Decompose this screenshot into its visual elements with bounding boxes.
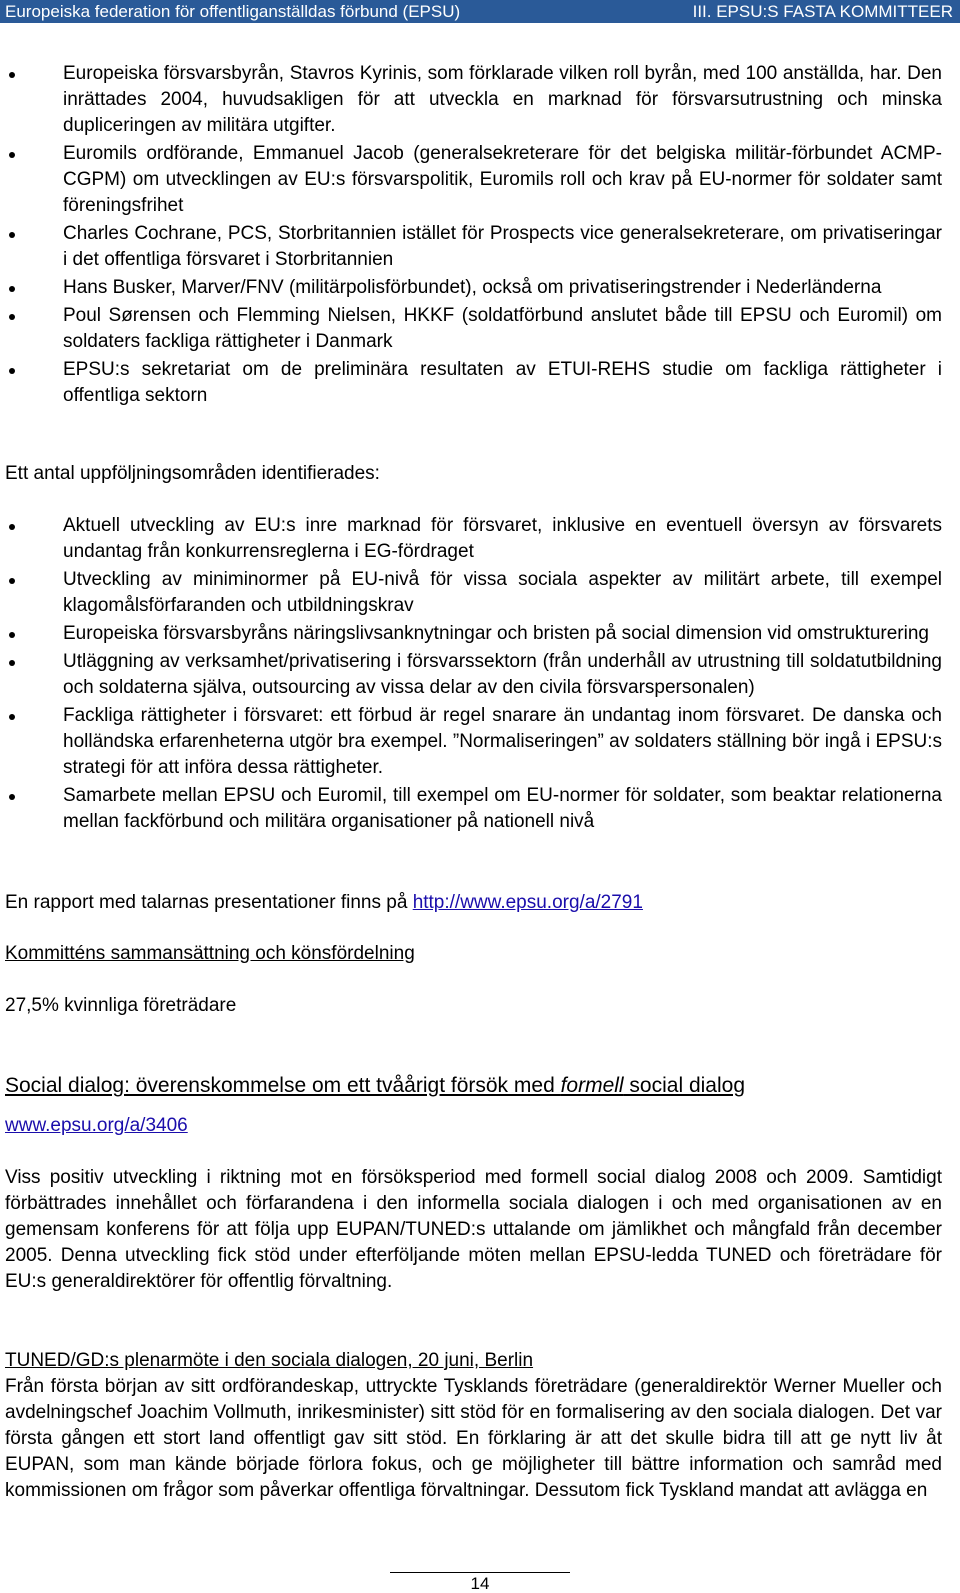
committee-stat: 27,5% kvinnliga företrädare — [5, 995, 237, 1016]
tuned-heading: TUNED/GD:s plenarmöte i den sociala dialogen, 20 juni, Berlin — [5, 1350, 534, 1371]
list-item: Utveckling av miniminormer på EU-nivå för vissa sociala aspekter av militärt arbete, till exempel klagomålsförfaranden och utbildningskrav — [0, 567, 942, 619]
committee-heading: Kommitténs sammansättning och könsfördelning — [5, 943, 415, 964]
social-dialog-link[interactable]: www.epsu.org/a/3406 — [5, 1115, 188, 1136]
header-org-title: Europeiska federation för offentliganställdas förbund (EPSU) — [5, 2, 461, 21]
social-dialog-title-italic: formell — [560, 1074, 624, 1097]
page-header — [0, 0, 960, 23]
list-item: EPSU:s sekretariat om de preliminära resultaten av ETUI-REHS studie om fackliga rättigheter i offentliga sektorn — [0, 357, 942, 409]
report-text: En rapport med talarnas presentationer finns på — [5, 892, 413, 913]
header-section-title: III. EPSU:S FASTA KOMMITTEER — [692, 2, 953, 21]
list-item: Euromils ordförande, Emmanuel Jacob (generalsekreterare för det belgiska militär-förbundet ACMP-CGPM) om utvecklingen av EU:s försvarspolitik, Euromils roll och krav på EU-normer för soldater samt föreningsfrihet — [0, 141, 942, 219]
report-link[interactable]: http://www.epsu.org/a/2791 — [412, 892, 643, 913]
speakers-list — [0, 61, 942, 409]
list-item: Charles Cochrane, PCS, Storbritannien istället för Prospects vice generalsekreterare, om privatiseringar i det offentliga försvaret i Storbritannien — [0, 221, 942, 273]
list-item: Aktuell utveckling av EU:s inre marknad för försvaret, inklusive en eventuell översyn av försvarets undantag från konkurrensreglerna i EG-fördraget — [0, 513, 942, 565]
social-dialog-title-post: social dialog — [623, 1074, 745, 1097]
list-item: Hans Busker, Marver/FNV (militärpolisförbundet), också om privatiseringstrender i Nederländerna — [0, 275, 942, 301]
social-dialog-link-line — [5, 1113, 942, 1139]
report-line — [5, 890, 942, 916]
tuned-paragraph: Från första början av sitt ordförandeskap, uttryckte Tysklands företrädare (generaldirektör Werner Mueller och avdelningschef Joachim Vollmuth, inrikesminister) sitt stöd för en formalisering av den sociala dialogen. Det var första gången ett stort land offentligt gav sitt stöd. En förklaring är att det skulle bidra till att ge nytt liv åt EUPAN, som man kände började förlora fokus, och ge möjligheter till bättre information och samråd med kommissionen om frågor som påverkar offentliga förvaltningar. Dessutom fick Tyskland mandat att avlägga en — [5, 1376, 942, 1501]
list-item: Samarbete mellan EPSU och Euromil, till exempel om EU-normer för soldater, som beaktar relationerna mellan fackförbund och militära organisationer på nationell nivå — [0, 783, 942, 835]
list-item: Poul Sørensen och Flemming Nielsen, HKKF (soldatförbund anslutet både till EPSU och Euromil) om soldaters fackliga rättigheter i Danmark — [0, 303, 942, 355]
list-item: Fackliga rättigheter i försvaret: ett förbud är regel snarare än undantag inom försvaret. De danska och holländska erfarenheterna utgör bra exempel. ”Normaliseringen” av soldaters ställning bör ingå i EPSU:s strategi för att införa dessa rättigheter. — [0, 703, 942, 781]
followup-list — [0, 513, 942, 835]
followup-intro: Ett antal uppföljningsområden identifierades: — [5, 463, 380, 484]
list-item: Europeiska försvarsbyråns näringslivsanknytningar och bristen på social dimension vid omstrukturering — [0, 621, 942, 647]
social-dialog-title — [5, 1073, 745, 1099]
social-dialog-paragraph: Viss positiv utveckling i riktning mot en försöksperiod med formell social dialog 2008 och 2009. Samtidigt förbättrades innehållet och förfarandena i den informella sociala dialogen i och med organisationen av en gemensam konferens för att följa upp EUPAN/TUNED:s uttalande om jämlikhet och mångfald från december 2005. Denna utveckling fick stöd under efterföljande möten mellan EPSU-ledda TUNED och företrädare för EU:s generaldirektörer för offentlig förvaltning. — [5, 1167, 942, 1292]
social-dialog-title-pre: Social dialog: överenskommelse om ett tvåårigt försök med — [5, 1074, 561, 1097]
page-number: 14 — [470, 1574, 490, 1593]
list-item: Europeiska försvarsbyrån, Stavros Kyrinis, som förklarade vilken roll byrån, med 100 anställda, har. Den inrättades 2004, huvudsakligen för att utveckla en marknad för försvarsutrustning och minska dupliceringen av militära utgifter. — [0, 61, 942, 139]
page-footer-divider — [390, 1572, 570, 1573]
list-item: Utläggning av verksamhet/privatisering i försvarssektorn (från underhåll av utrustning till soldatutbildning och soldaterna själva, outsourcing av vissa delar av den civila försvarspersonalen) — [0, 649, 942, 701]
